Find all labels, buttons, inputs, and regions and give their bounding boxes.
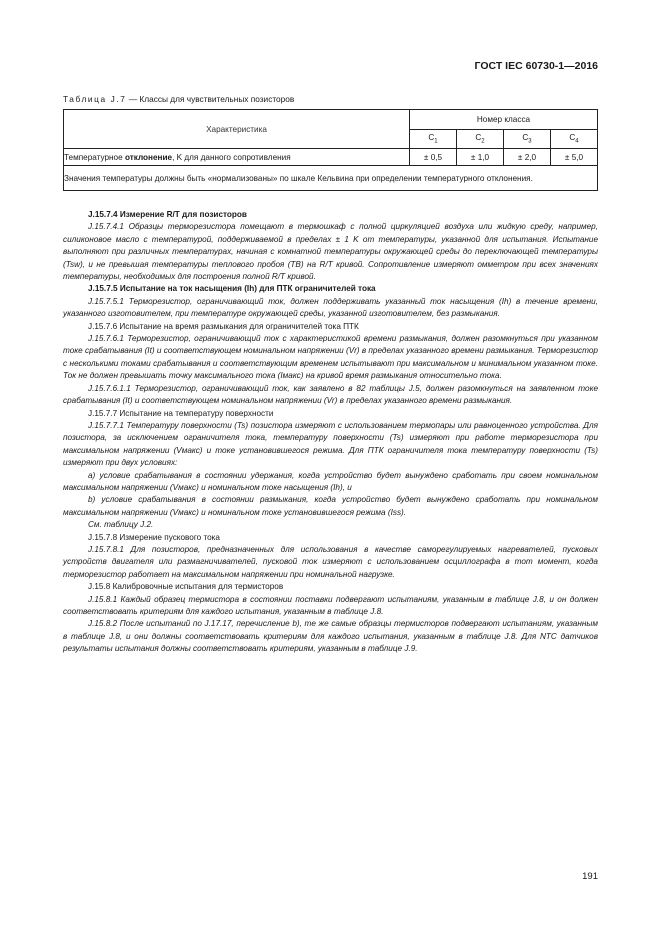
para-j15-7-6-1-1: J.15.7.6.1.1 Терморезистор, ограничивающий ток, как заявлено в 82 таблицы J.5, должен разомкнуться на заявленном токе срабатывания (It) и соответствующем номинальном напряжении (Vr) в пределах указанного времени размыкания. — [63, 383, 598, 406]
class-c4: $C_4$ — [551, 129, 598, 149]
heading-j15-7-4: J.15.7.4 Измерение R/T для позисторов — [88, 210, 247, 219]
heading-j15-7-7: J.15.7.7 Испытание на температуру поверхности — [88, 408, 274, 418]
para-j15-7-7-1: J.15.7.7.1 Температуру поверхности (Ts) позистора измеряют с использованием термопары или равноценного устройства. Для позистора, за исключением ограничителя тока, температуру поверхности (Ts) измеряют при работе терморезистора при максимальном напряжении (Vмакс) и токе установившегося режима. Для ПТК ограничителя тока температуру поверхности (Ts) измеряют при двух условиях: — [63, 420, 598, 468]
page-number: 191 — [582, 871, 598, 882]
para-j15-8-1: J.15.8.1 Каждый образец термистора в состоянии поставки подвергают испытаниям, указанным в таблице J.8, и он должен соответствовать критериям для каждого испытания, указанным в таблице J.8. — [63, 594, 598, 616]
para-j15-7-8-1: J.15.7.8.1 Для позисторов, предназначенных для использования в качестве саморегулируемых нагревателей, пусковых устройств двигателя или размагничивателей, пусковой ток измеряют с использованием осциллографа в тот момент, когда терморезистор работает на максимальном напряжении при номинальной нагрузке. — [63, 544, 598, 579]
heading-j15-7-6: J.15.7.6 Испытание на время размыкания для ограничителей тока ПТК — [88, 321, 359, 331]
class-c3: $C_3$ — [504, 129, 551, 149]
para-j15-7-6-1: J.15.7.6.1 Терморезистор, ограничивающий ток с характеристикой времени размыкания, должен разомкнуться при указанном токе срабатывания (It) и соответствующем номинальном напряжении (Vr) в пределах указанного времени размыкания. Терморезистор с несколькими токами срабатывания и соответствующим временем испытывают при максимальном и минимальном указанном токе. Ток не должен превышать точку максимального тока (Iмакс) на кривой время размыкания относительно тока. — [63, 334, 598, 381]
table-caption-label: Таблица J.7 — [63, 94, 127, 104]
para-j15-7-5-1: J.15.7.5.1 Терморезистор, ограничивающий ток, должен поддерживать указанный ток насыщения (Ih) в течение времени, указанного изготовителем, при температуре окружающей среды, указанной изготовителем, без размыкания. — [63, 296, 598, 319]
heading-j15-8: J.15.8 Калибровочные испытания для термисторов — [88, 582, 284, 592]
document-header: ГОСТ IEC 60730-1—2016 — [474, 60, 598, 72]
table-caption-text: — Классы для чувствительных позисторов — [126, 94, 295, 104]
value-c2: ± 1,0 — [457, 149, 504, 166]
heading-j15-7-5: J.15.7.5 Испытание на ток насыщения (Ih) для ПТК ограничителей тока — [88, 284, 376, 294]
para-see-table: См. таблицу J.2. — [88, 520, 154, 530]
para-condition-a: a) условие срабатывания в состоянии удержания, когда устройство будет вынуждено сработать при своем номинальном максимальном напряжении (Vмакс) и номинальном токе насыщения (Ih), и — [63, 470, 598, 492]
value-c3: ± 2,0 — [504, 149, 551, 166]
table-note: Значения температуры должны быть «нормализованы» по шкале Кельвина при определении температурного отклонения. — [64, 166, 598, 191]
class-c2: $C_2$ — [457, 129, 504, 149]
characteristic-header: Характеристика — [64, 110, 410, 149]
value-c4: ± 5,0 — [551, 149, 598, 166]
para-condition-b: b) условие срабатывания в состоянии размыкания, когда устройство будет вынуждено сработать при номинальном максимальном напряжении (Vмакс) и номинальном токе установившегося режима (Iss). — [63, 495, 598, 517]
class-c1: $C_1$ — [410, 129, 457, 149]
document-body — [63, 209, 598, 656]
row-label-bold: отклонение — [124, 152, 173, 162]
para-j15-8-2: J.15.8.2 После испытаний по J.17.17, перечисление b), те же самые образцы термисторов подвергают испытаниям, указанным в таблице J.8, и они должны соответствовать критериям для каждого испытания, указанным в таблице J.8. Для NTC датчиков результаты испытания должны соответствовать критериям, указанным в таблице J.9. — [63, 619, 598, 654]
value-c1: ± 0,5 — [410, 149, 457, 166]
class-number-header: Номер класса — [410, 110, 598, 130]
para-j15-7-4-1: J.15.7.4.1 Образцы терморезистора помещают в термошкаф с полной циркуляцией воздуха или жидкую среду, например, силиконовое масло с температурой, поддерживаемой в пределах ± 1 K от температуры, указанной для испытания. Испытание выполняют при различных температурах, начиная с комнатной температуры окружающей среды до переключающей температуры (Tsw), и не превышая температуры теплового пробоя (TB) на R/T кривой. Сопротивление измеряют омметром при всех значениях температуры, необходимых для построения полной R/T кривой. — [63, 222, 598, 282]
row-label-pre: Температурное — [64, 152, 125, 162]
row-label-post: , K для данного сопротивления — [172, 152, 291, 162]
table-caption — [63, 94, 294, 104]
row-label — [64, 149, 410, 166]
heading-j15-7-8: J.15.7.8 Измерение пускового тока — [88, 532, 220, 542]
classes-table — [63, 109, 598, 191]
